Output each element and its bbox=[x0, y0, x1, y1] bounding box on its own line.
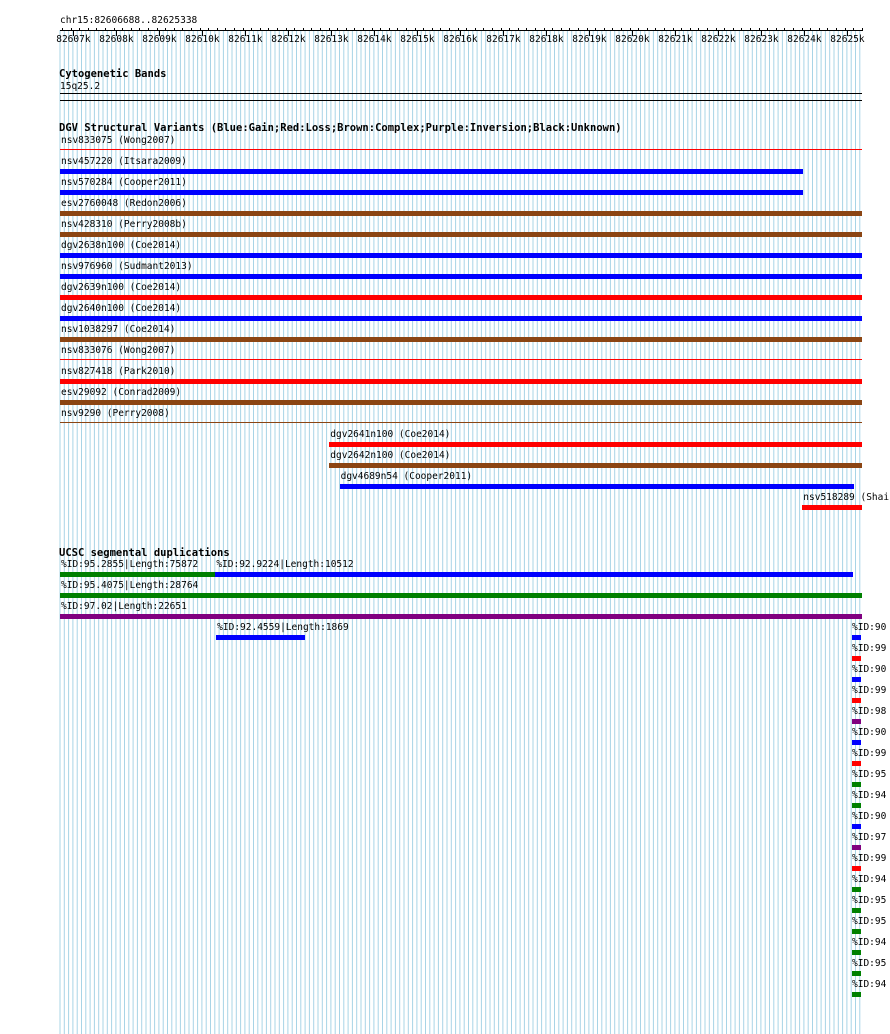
segdup-edge-bar bbox=[852, 992, 861, 997]
ruler-minor-tick bbox=[836, 28, 837, 31]
dgv-feature-bar bbox=[60, 211, 862, 216]
segdup-edge-bar bbox=[852, 929, 861, 934]
segdup-edge-bar bbox=[852, 950, 861, 955]
ruler-minor-tick bbox=[234, 28, 235, 31]
ruler-minor-tick bbox=[105, 28, 106, 31]
ruler-minor-tick bbox=[277, 28, 278, 31]
ruler-minor-tick bbox=[475, 28, 476, 31]
ruler-minor-tick bbox=[509, 28, 510, 31]
ruler-minor-tick bbox=[647, 28, 648, 31]
ruler-tick-label: 82618k bbox=[529, 34, 564, 45]
ruler-minor-tick bbox=[518, 28, 519, 31]
segdup-feature-bar bbox=[216, 635, 305, 640]
cyto-band-line-lower bbox=[60, 100, 862, 101]
ruler-minor-tick bbox=[303, 28, 304, 31]
ruler-minor-tick bbox=[114, 28, 115, 31]
ruler-minor-tick bbox=[544, 28, 545, 31]
ruler-tick-label: 82621k bbox=[658, 34, 693, 45]
dgv-feature-label: dgv2639n100 (Coe2014) bbox=[61, 282, 182, 293]
segdup-edge-bar bbox=[852, 698, 861, 703]
segdup-edge-bar bbox=[852, 845, 861, 850]
ruler-tick-label: 82610k bbox=[185, 34, 220, 45]
ruler-minor-tick bbox=[501, 28, 502, 31]
segdup-edge-bar bbox=[852, 971, 861, 976]
ruler-minor-tick bbox=[483, 28, 484, 31]
ruler-minor-tick bbox=[612, 28, 613, 31]
segdup-edge-bar bbox=[852, 887, 861, 892]
ruler-minor-tick bbox=[552, 28, 553, 31]
region-label: chr15:82606688..82625338 bbox=[60, 15, 198, 26]
ruler-minor-tick bbox=[827, 28, 828, 31]
segdup-edge-label: %ID:94 bbox=[852, 979, 887, 990]
dgv-feature-label: nsv428310 (Perry2008b) bbox=[61, 219, 187, 230]
ruler-minor-tick bbox=[389, 28, 390, 31]
ruler-minor-tick bbox=[630, 28, 631, 31]
ruler-minor-tick bbox=[681, 28, 682, 31]
dgv-track-title: DGV Structural Variants (Blue:Gain;Red:Loss;Brown:Complex;Purple:Inversion;Black:Unknown) bbox=[59, 122, 622, 134]
ruler-minor-tick bbox=[432, 28, 433, 31]
ruler-minor-tick bbox=[174, 28, 175, 31]
ruler-minor-tick bbox=[148, 28, 149, 31]
dgv-feature-line bbox=[60, 149, 862, 150]
cyto-band-label: 15q25.2 bbox=[60, 81, 101, 92]
segdup-edge-label: %ID:99 bbox=[852, 643, 887, 654]
ruler-minor-tick bbox=[311, 28, 312, 31]
ruler-minor-tick bbox=[810, 28, 811, 31]
segdup-edge-label: %ID:94 bbox=[852, 790, 887, 801]
ruler-minor-tick bbox=[845, 28, 846, 31]
ruler-minor-tick bbox=[673, 28, 674, 31]
segdup-edge-bar bbox=[852, 824, 861, 829]
ruler-minor-tick bbox=[621, 28, 622, 31]
dgv-feature-bar bbox=[60, 169, 803, 174]
segdup-edge-bar bbox=[852, 761, 861, 766]
segdup-feature-bar bbox=[60, 593, 862, 598]
dgv-feature-bar bbox=[60, 400, 862, 405]
ruler-minor-tick bbox=[294, 28, 295, 31]
ruler-minor-tick bbox=[458, 28, 459, 31]
ruler-tick-label: 82608k bbox=[99, 34, 134, 45]
ruler-tick-label: 82615k bbox=[400, 34, 435, 45]
dgv-feature-bar bbox=[60, 232, 862, 237]
ruler-minor-tick bbox=[286, 28, 287, 31]
dgv-feature-label: dgv4689n54 (Cooper2011) bbox=[340, 471, 473, 482]
ruler-minor-tick bbox=[251, 28, 252, 31]
segdup-feature-bar bbox=[852, 635, 861, 640]
ruler-tick-label: 82624k bbox=[787, 34, 822, 45]
ruler-minor-tick bbox=[200, 28, 201, 31]
ruler-tick-label: 82613k bbox=[314, 34, 349, 45]
ruler-tick-label: 82611k bbox=[228, 34, 263, 45]
segdup-edge-label: %ID:97 bbox=[852, 832, 887, 843]
ruler-minor-tick bbox=[569, 28, 570, 31]
segdup-edge-label: %ID:94 bbox=[852, 874, 887, 885]
dgv-feature-label: nsv833076 (Wong2007) bbox=[61, 345, 176, 356]
ruler-minor-tick bbox=[182, 28, 183, 31]
dgv-feature-bar bbox=[60, 295, 862, 300]
ruler-minor-tick bbox=[268, 28, 269, 31]
dgv-feature-label: dgv2640n100 (Coe2014) bbox=[61, 303, 182, 314]
segdup-edge-label: %ID:94 bbox=[852, 937, 887, 948]
dgv-feature-label: dgv2642n100 (Coe2014) bbox=[330, 450, 451, 461]
segdup-feature-bar bbox=[215, 572, 853, 577]
ruler-tick-label: 82622k bbox=[701, 34, 736, 45]
ruler-minor-tick bbox=[793, 28, 794, 31]
segdup-feature-label: %ID:95.4075|Length:28764 bbox=[61, 580, 199, 591]
segdup-edge-bar bbox=[852, 740, 861, 745]
ruler-minor-tick bbox=[535, 28, 536, 31]
ruler-minor-tick bbox=[225, 28, 226, 31]
ruler-tick-label: 82612k bbox=[271, 34, 306, 45]
segdup-edge-bar bbox=[852, 782, 861, 787]
ruler-minor-tick bbox=[561, 28, 562, 31]
ruler-minor-tick bbox=[664, 28, 665, 31]
segdup-feature-label: %ID:95.2855|Length:75872 bbox=[61, 559, 199, 570]
dgv-feature-label: nsv976960 (Sudmant2013) bbox=[61, 261, 193, 272]
ruler-minor-tick bbox=[139, 28, 140, 31]
ruler-minor-tick bbox=[208, 28, 209, 31]
ruler-minor-tick bbox=[88, 28, 89, 31]
ruler-minor-tick bbox=[733, 28, 734, 31]
segdup-feature-label: %ID:92.9224|Length:10512 bbox=[216, 559, 354, 570]
ruler-minor-tick bbox=[423, 28, 424, 31]
ruler-minor-tick bbox=[260, 28, 261, 31]
segdup-feature-label: %ID:97.02|Length:22651 bbox=[61, 601, 187, 612]
dgv-feature-bar bbox=[340, 484, 854, 489]
ruler-minor-tick bbox=[243, 28, 244, 31]
segdup-edge-label: %ID:98 bbox=[852, 706, 887, 717]
ruler-minor-tick bbox=[862, 28, 863, 31]
segdup-edge-bar bbox=[852, 719, 861, 724]
ruler-minor-tick bbox=[217, 28, 218, 31]
ruler-minor-tick bbox=[587, 28, 588, 31]
dgv-feature-label: nsv457220 (Itsara2009) bbox=[61, 156, 187, 167]
ruler-minor-tick bbox=[71, 28, 72, 31]
segdup-feature-bar bbox=[60, 572, 216, 577]
dgv-feature-label: dgv2638n100 (Coe2014) bbox=[61, 240, 182, 251]
segdup-edge-label: %ID:99 bbox=[852, 685, 887, 696]
ruler-minor-tick bbox=[853, 28, 854, 31]
dgv-feature-line bbox=[60, 359, 862, 360]
ruler-minor-tick bbox=[776, 28, 777, 31]
ruler-tick-label: 82616k bbox=[443, 34, 478, 45]
ruler-minor-tick bbox=[157, 28, 158, 31]
dgv-feature-bar bbox=[60, 253, 862, 258]
ruler-minor-tick bbox=[363, 28, 364, 31]
cyto-band-line bbox=[60, 93, 862, 94]
dgv-feature-label: esv29092 (Conrad2009) bbox=[61, 387, 182, 398]
ruler-minor-tick bbox=[337, 28, 338, 31]
dgv-feature-bar bbox=[60, 274, 862, 279]
ruler-minor-tick bbox=[406, 28, 407, 31]
dgv-feature-label: nsv570284 (Cooper2011) bbox=[61, 177, 187, 188]
ruler-tick-label: 82607k bbox=[56, 34, 91, 45]
ruler-minor-tick bbox=[716, 28, 717, 31]
dgv-feature-label: dgv2641n100 (Coe2014) bbox=[330, 429, 451, 440]
ruler-minor-tick bbox=[759, 28, 760, 31]
segdup-edge-label: %ID:95 bbox=[852, 958, 887, 969]
ruler-minor-tick bbox=[449, 28, 450, 31]
dgv-feature-label: nsv9290 (Perry2008) bbox=[61, 408, 170, 419]
dgv-feature-line bbox=[60, 422, 862, 423]
segdup-edge-label: %ID:95 bbox=[852, 895, 887, 906]
ruler-minor-tick bbox=[724, 28, 725, 31]
ruler-minor-tick bbox=[767, 28, 768, 31]
ruler-tick-label: 82609k bbox=[142, 34, 177, 45]
segdup-edge-label: %ID:90 bbox=[852, 727, 887, 738]
dgv-feature-label: nsv1038297 (Coe2014) bbox=[61, 324, 176, 335]
segdup-edge-bar bbox=[852, 656, 861, 661]
ruler-minor-tick bbox=[638, 28, 639, 31]
dgv-feature-bar bbox=[60, 337, 862, 342]
dgv-feature-bar bbox=[60, 379, 862, 384]
ruler-minor-tick bbox=[802, 28, 803, 31]
segdup-edge-label: %ID:90 bbox=[852, 811, 887, 822]
segdup-edge-bar bbox=[852, 866, 861, 871]
ruler-minor-tick bbox=[595, 28, 596, 31]
ruler-minor-tick bbox=[329, 28, 330, 31]
ruler-minor-tick bbox=[819, 28, 820, 31]
segdup-feature-bar bbox=[60, 614, 862, 619]
ruler-tick-label: 82620k bbox=[615, 34, 650, 45]
ruler-minor-tick bbox=[466, 28, 467, 31]
segdup-edge-label: %ID:95 bbox=[852, 769, 887, 780]
ruler-minor-tick bbox=[707, 28, 708, 31]
ruler-tick-label: 82619k bbox=[572, 34, 607, 45]
ruler-minor-tick bbox=[380, 28, 381, 31]
segdup-edge-label: %ID:99 bbox=[852, 748, 887, 759]
ruler-minor-tick bbox=[741, 28, 742, 31]
cyto-track-title: Cytogenetic Bands bbox=[59, 68, 167, 80]
ruler-minor-tick bbox=[440, 28, 441, 31]
ruler-minor-tick bbox=[165, 28, 166, 31]
ruler-minor-tick bbox=[604, 28, 605, 31]
segdup-edge-label: %ID:95 bbox=[852, 916, 887, 927]
dgv-feature-label: nsv827418 (Park2010) bbox=[61, 366, 176, 377]
ruler-minor-tick bbox=[526, 28, 527, 31]
segdup-edge-bar bbox=[852, 908, 861, 913]
ruler-minor-tick bbox=[397, 28, 398, 31]
ruler-tick-label: 82614k bbox=[357, 34, 392, 45]
ruler-minor-tick bbox=[122, 28, 123, 31]
dgv-feature-label: esv2760048 (Redon2006) bbox=[61, 198, 187, 209]
ruler-minor-tick bbox=[79, 28, 80, 31]
dgv-feature-bar bbox=[802, 505, 862, 510]
ruler-minor-tick bbox=[698, 28, 699, 31]
segdup-track-title: UCSC segmental duplications bbox=[59, 547, 230, 559]
ruler-minor-tick bbox=[372, 28, 373, 31]
ruler-minor-tick bbox=[415, 28, 416, 31]
ruler-minor-tick bbox=[96, 28, 97, 31]
ruler-minor-tick bbox=[191, 28, 192, 31]
segdup-edge-label: %ID:99 bbox=[852, 853, 887, 864]
ruler-tick-label: 82623k bbox=[744, 34, 779, 45]
ruler-minor-tick bbox=[354, 28, 355, 31]
ruler-tick-label: 82625k bbox=[830, 34, 865, 45]
ruler-minor-tick bbox=[131, 28, 132, 31]
dgv-feature-bar bbox=[60, 190, 803, 195]
ruler-minor-tick bbox=[784, 28, 785, 31]
dgv-feature-label: nsv833075 (Wong2007) bbox=[61, 135, 176, 146]
segdup-feature-label: %ID:92.4559|Length:1869 bbox=[217, 622, 349, 633]
ruler-minor-tick bbox=[690, 28, 691, 31]
ruler-minor-tick bbox=[62, 28, 63, 31]
segdup-edge-label: %ID:90 bbox=[852, 664, 887, 675]
ruler-minor-tick bbox=[655, 28, 656, 31]
ruler-minor-tick bbox=[578, 28, 579, 31]
ruler-minor-tick bbox=[750, 28, 751, 31]
dgv-feature-label: nsv518289 (Shai bbox=[803, 492, 890, 503]
segdup-edge-bar bbox=[852, 677, 861, 682]
dgv-feature-bar bbox=[60, 316, 862, 321]
dgv-feature-bar bbox=[329, 442, 862, 447]
dgv-feature-bar bbox=[329, 463, 862, 468]
segdup-edge-bar bbox=[852, 803, 861, 808]
ruler-minor-tick bbox=[320, 28, 321, 31]
ruler-minor-tick bbox=[346, 28, 347, 31]
ruler-minor-tick bbox=[492, 28, 493, 31]
ruler-tick-label: 82617k bbox=[486, 34, 521, 45]
segdup-feature-label: %ID:90 bbox=[852, 622, 887, 633]
